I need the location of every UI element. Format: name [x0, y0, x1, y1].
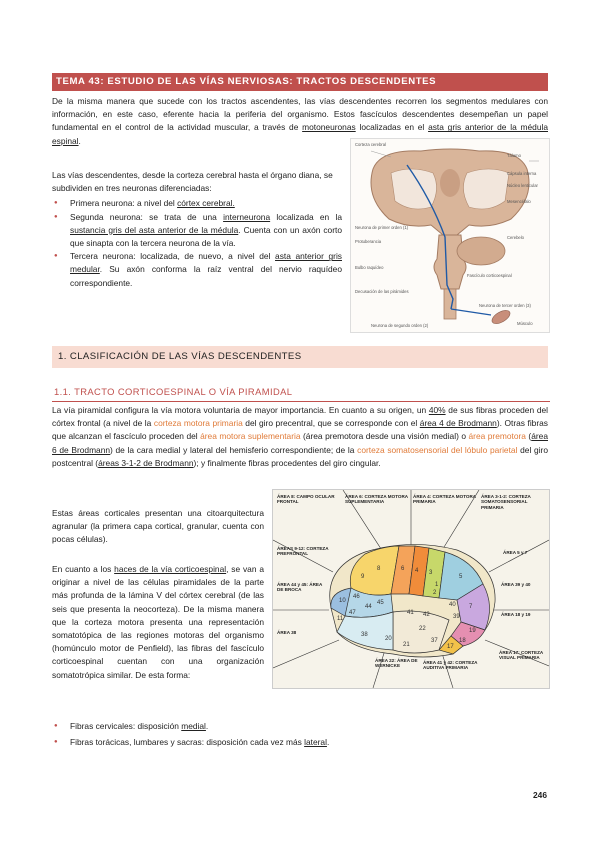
- list-item: ● Tercera neurona: localizada, de nuevo, a nivel del asta anterior gris medular. Su axón conforma la raíz ventral del nervio raquídeo correspondiente.: [52, 250, 342, 290]
- area-number: 18: [459, 638, 466, 644]
- area-label: ÁREAS 9-12: CORTEZA PREFRONTAL: [277, 546, 329, 557]
- area-number: 41: [407, 610, 414, 616]
- figure-label: Músculo: [517, 321, 533, 326]
- area-number: 39: [453, 614, 460, 620]
- list-item: ● Segunda neurona: se trata de una interneurona localizada en la sustancia gris del asta anterior de la médula. Cuenta con un axón corto que sinapta con la tercera neurona de la vía.: [52, 211, 342, 251]
- section-heading: 1. CLASIFICACIÓN DE LAS VÍAS DESCENDENTES: [52, 346, 548, 368]
- area-label: ÁREA 39 y 40: [501, 582, 531, 587]
- area-number: 17: [447, 644, 454, 650]
- area-number: 19: [469, 628, 476, 634]
- figure-label: Neurona de primer orden (1): [355, 225, 409, 230]
- area-number: 37: [431, 638, 438, 644]
- figure-label: Decusación de las pirámides: [355, 289, 409, 294]
- figure-label: Cerebelo: [507, 235, 524, 240]
- list-item: ● Fibras cervicales: disposición medial.: [52, 720, 548, 733]
- area-number: 20: [385, 636, 392, 642]
- figure-label: Protuberancia: [355, 239, 382, 244]
- figure-label: Mesencéfalo: [507, 199, 531, 204]
- subsection-heading: 1.1. TRACTO CORTICOESPINAL O VÍA PIRAMIDAL: [52, 386, 550, 402]
- figure-label: Bulbo raquídeo: [355, 265, 384, 270]
- area-number: 22: [419, 626, 426, 632]
- area-number: 10: [339, 598, 346, 604]
- area-label: ÁREA 3-1-2: CORTEZA SOMATOSENSORIAL PRIMARIA: [481, 494, 531, 510]
- area-number: 4: [415, 568, 419, 574]
- area-label: ÁREA 6: CORTEZA MOTORA SUPLEMENTARIA: [345, 494, 408, 505]
- pyramidal-tract-figure: [350, 138, 550, 333]
- somatotopy-list: [52, 720, 548, 749]
- area-number: 21: [403, 642, 410, 648]
- list-item: ● Fibras torácicas, lumbares y sacras: disposición cada vez más lateral.: [52, 736, 548, 749]
- area-label: ÁREA 8: CAMPO OCULAR FRONTAL: [277, 494, 335, 505]
- figure-label: Fascículo corticoespinal: [467, 273, 512, 278]
- area-label: ÁREA 22: ÁREA DE WERNICKE: [375, 658, 418, 669]
- agranular-paragraph: Estas áreas corticales presentan una citoarquitectura agranular (la primera capa cortical, granular, cuenta con pocas células).: [52, 508, 264, 545]
- area-number: 6: [401, 566, 405, 572]
- corticospinal-paragraph: En cuanto a los haces de la vía corticoespinal, se van a originar a nivel de las células piramidales de la parte más profunda de la lámina V del córtex cerebral (de las seis que presenta la neocorteza). De la misma manera que la corteza motora presenta una representación somatotópica de las regiones motoras del organismo (homúnculo motor de Penfield), las fibras del fascículo corticoespinal cuentan con una organización somatotrópica similar. De esta forma:: [52, 564, 265, 680]
- area-number: 46: [353, 594, 360, 600]
- area-number: 45: [377, 600, 384, 606]
- area-number: 2: [433, 590, 437, 596]
- area-number: 9: [361, 574, 365, 580]
- area-number: 11: [337, 616, 344, 622]
- figure-label: Corteza cerebral: [355, 142, 386, 147]
- area-label: ÁREA 5 y 7: [503, 550, 528, 555]
- figure-label: Cápsula interna: [507, 171, 537, 176]
- area-label: ÁREA 18 y 19: [501, 612, 531, 617]
- area-number: 5: [459, 574, 463, 580]
- area-number: 47: [349, 610, 356, 616]
- area-number: 44: [365, 604, 372, 610]
- area-label: ÁREA 4: CORTEZA MOTORA PRIMARIA: [413, 494, 476, 505]
- intro-paragraph: De la misma manera que sucede con los tractos ascendentes, las vías descendentes recorren los segmentos medulares con información, en este caso, eferente hacia la periferia del organismo. Estos fascículos descendentes desempeñan un papel fundamental en el control de la actividad muscular, a través de motoneuronas localizadas en el asta gris anterior de la médula espinal.: [52, 96, 548, 146]
- area-label: ÁREA 17: CORTEZA VISUAL PRIMARIA: [499, 650, 544, 661]
- page-title: TEMA 43: ESTUDIO DE LAS VÍAS NERVIOSAS: TRACTOS DESCENDENTES: [52, 73, 548, 91]
- area-number: 1: [435, 582, 439, 588]
- area-label: ÁREA 41 y 42: CORTEZA AUDITIVA PRIMARIA: [423, 660, 478, 671]
- figure-label: Tálamo: [507, 153, 521, 158]
- figure-label: Neurona de segundo orden (2): [371, 323, 429, 328]
- figure-label: Neurona de tercer orden (3): [479, 303, 531, 308]
- area-label: ÁREA 38: [277, 630, 297, 635]
- area-number: 40: [449, 602, 456, 608]
- pyramidal-paragraph: La vía piramidal configura la vía motora voluntaria de mayor importancia. En cuanto a su origen, un 40% de sus fibras proceden del córtex frontal (a nivel de la corteza motora primaria del giro precentral, que se corresponde con el área 4 de Brodmann). Otras fibras que alcanzan el fascículo proceden del área motora suplementaria (área premotora desde una visión medial) o área premotora (área 6 de Brodmann) de la cara medial y lateral del hemisferio correspondiente; de la corteza somatosensorial del lóbulo parietal del giro postcentral (áreas 3-1-2 de Brodmann); y finalmente fibras procedentes del giro cingular.: [52, 405, 548, 468]
- area-number: 38: [361, 632, 368, 638]
- figure-label: Núcleo lenticular: [507, 183, 538, 188]
- brodmann-areas-figure: [272, 489, 550, 689]
- list-item: ● Primera neurona: a nivel del córtex cerebral.: [52, 197, 342, 210]
- area-number: 8: [377, 566, 381, 572]
- area-number: 42: [423, 612, 430, 618]
- area-label: ÁREA 44 y 45: ÁREA DE BROCA: [277, 582, 323, 593]
- area-number: 3: [429, 570, 433, 576]
- division-paragraph: Las vías descendentes, desde la corteza cerebral hasta el órgano diana, se subdividen en tres neuronas diferenciadas: ● Primera neurona: a nivel del córtex cerebral. ● Segunda neurona: se trata de una interneurona localizada en la sustancia gris del asta anterior de la médula. Cuenta con un axón corto que sinapta con la tercera neurona de la vía. ● Tercera neurona: localizada, de nuevo, a nivel del asta anterior gris medular. Su axón conforma la raíz ventral del nervio raquídeo correspondiente.: [52, 169, 342, 290]
- area-number: 7: [469, 604, 473, 610]
